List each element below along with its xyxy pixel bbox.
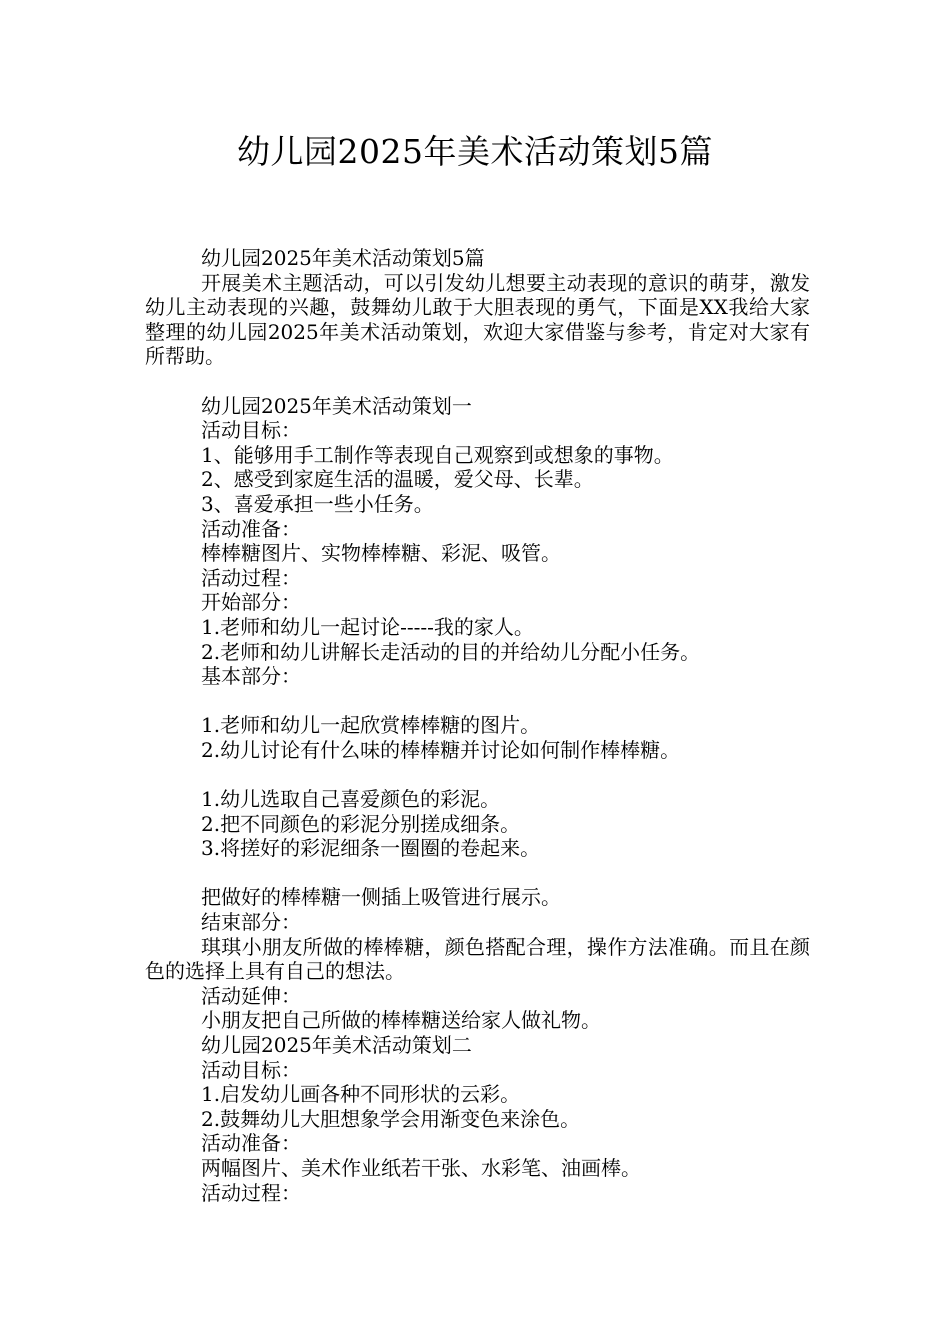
plan2-goal-item: 1.启发幼儿画各种不同形状的云彩。 bbox=[201, 1082, 521, 1107]
plan1-goal-item: 3、喜爱承担一些小任务。 bbox=[201, 491, 434, 516]
plan1-process-label: 活动过程： bbox=[201, 565, 301, 590]
plan2-prep-label: 活动准备： bbox=[201, 1131, 301, 1156]
intro-heading: 幼儿园2025年美术活动策划5篇 bbox=[201, 246, 485, 270]
plan2-heading: 幼儿园2025年美术活动策划二 bbox=[201, 1033, 472, 1057]
plan1-basic-step: 2.把不同颜色的彩泥分别搓成细条。 bbox=[201, 811, 521, 836]
document-body bbox=[145, 246, 810, 1205]
plan2-goal-item: 2.鼓舞幼儿大胆想象学会用渐变色来涂色。 bbox=[201, 1106, 581, 1131]
plan1-extension-label: 活动延伸： bbox=[201, 983, 301, 1008]
plan1-end-label: 结束部分： bbox=[201, 910, 301, 935]
plan1-basic-label: 基本部分： bbox=[201, 664, 301, 689]
plan1-start-step: 1.老师和幼儿一起讨论-----我的家人。 bbox=[201, 614, 534, 639]
plan1-start-label: 开始部分： bbox=[201, 590, 301, 615]
plan1-extension: 小朋友把自己所做的棒棒糖送给家人做礼物。 bbox=[201, 1008, 601, 1033]
plan1-basic-step: 2.幼儿讨论有什么味的棒棒糖并讨论如何制作棒棒糖。 bbox=[201, 737, 681, 762]
plan1-end-paragraph: 琪琪小朋友所做的棒棒糖，颜色搭配合理，操作方法准确。而且在颜色的选择上具有自己的想法。 bbox=[145, 934, 810, 984]
intro-paragraph: 开展美术主题活动，可以引发幼儿想要主动表现的意识的萌芽，激发幼儿主动表现的兴趣，鼓舞幼儿敢于大胆表现的勇气，下面是XX我给大家整理的幼儿园2025年美术活动策划，欢迎大家借鉴与参考，肯定对大家有所帮助。 bbox=[145, 270, 810, 369]
blank-line bbox=[145, 762, 810, 787]
plan1-basic-step: 3.将搓好的彩泥细条一圈圈的卷起来。 bbox=[201, 836, 541, 861]
plan1-goal-item: 2、感受到家庭生活的温暖，爱父母、长辈。 bbox=[201, 467, 594, 492]
plan2-goals-label: 活动目标： bbox=[201, 1057, 301, 1082]
blank-line bbox=[145, 369, 810, 394]
plan1-basic-step: 1.幼儿选取自己喜爱颜色的彩泥。 bbox=[201, 787, 501, 812]
plan1-prep: 棒棒糖图片、实物棒棒糖、彩泥、吸管。 bbox=[201, 541, 561, 566]
plan1-goals-label: 活动目标： bbox=[201, 418, 301, 443]
plan1-goal-item: 1、能够用手工制作等表现自己观察到或想象的事物。 bbox=[201, 442, 674, 467]
plan1-heading: 幼儿园2025年美术活动策划一 bbox=[201, 393, 472, 418]
plan2-process-label: 活动过程： bbox=[201, 1180, 301, 1205]
plan1-display-step: 把做好的棒棒糖一侧插上吸管进行展示。 bbox=[201, 885, 561, 910]
blank-line bbox=[145, 689, 810, 714]
blank-line bbox=[145, 861, 810, 886]
plan1-start-step: 2.老师和幼儿讲解长走活动的目的并给幼儿分配小任务。 bbox=[201, 639, 701, 664]
plan2-prep: 两幅图片、美术作业纸若干张、水彩笔、油画棒。 bbox=[201, 1155, 641, 1180]
plan1-basic-step: 1.老师和幼儿一起欣赏棒棒糖的图片。 bbox=[201, 713, 541, 738]
document-title: 幼儿园2025年美术活动策划5篇 bbox=[237, 132, 713, 171]
plan1-prep-label: 活动准备： bbox=[201, 516, 301, 541]
